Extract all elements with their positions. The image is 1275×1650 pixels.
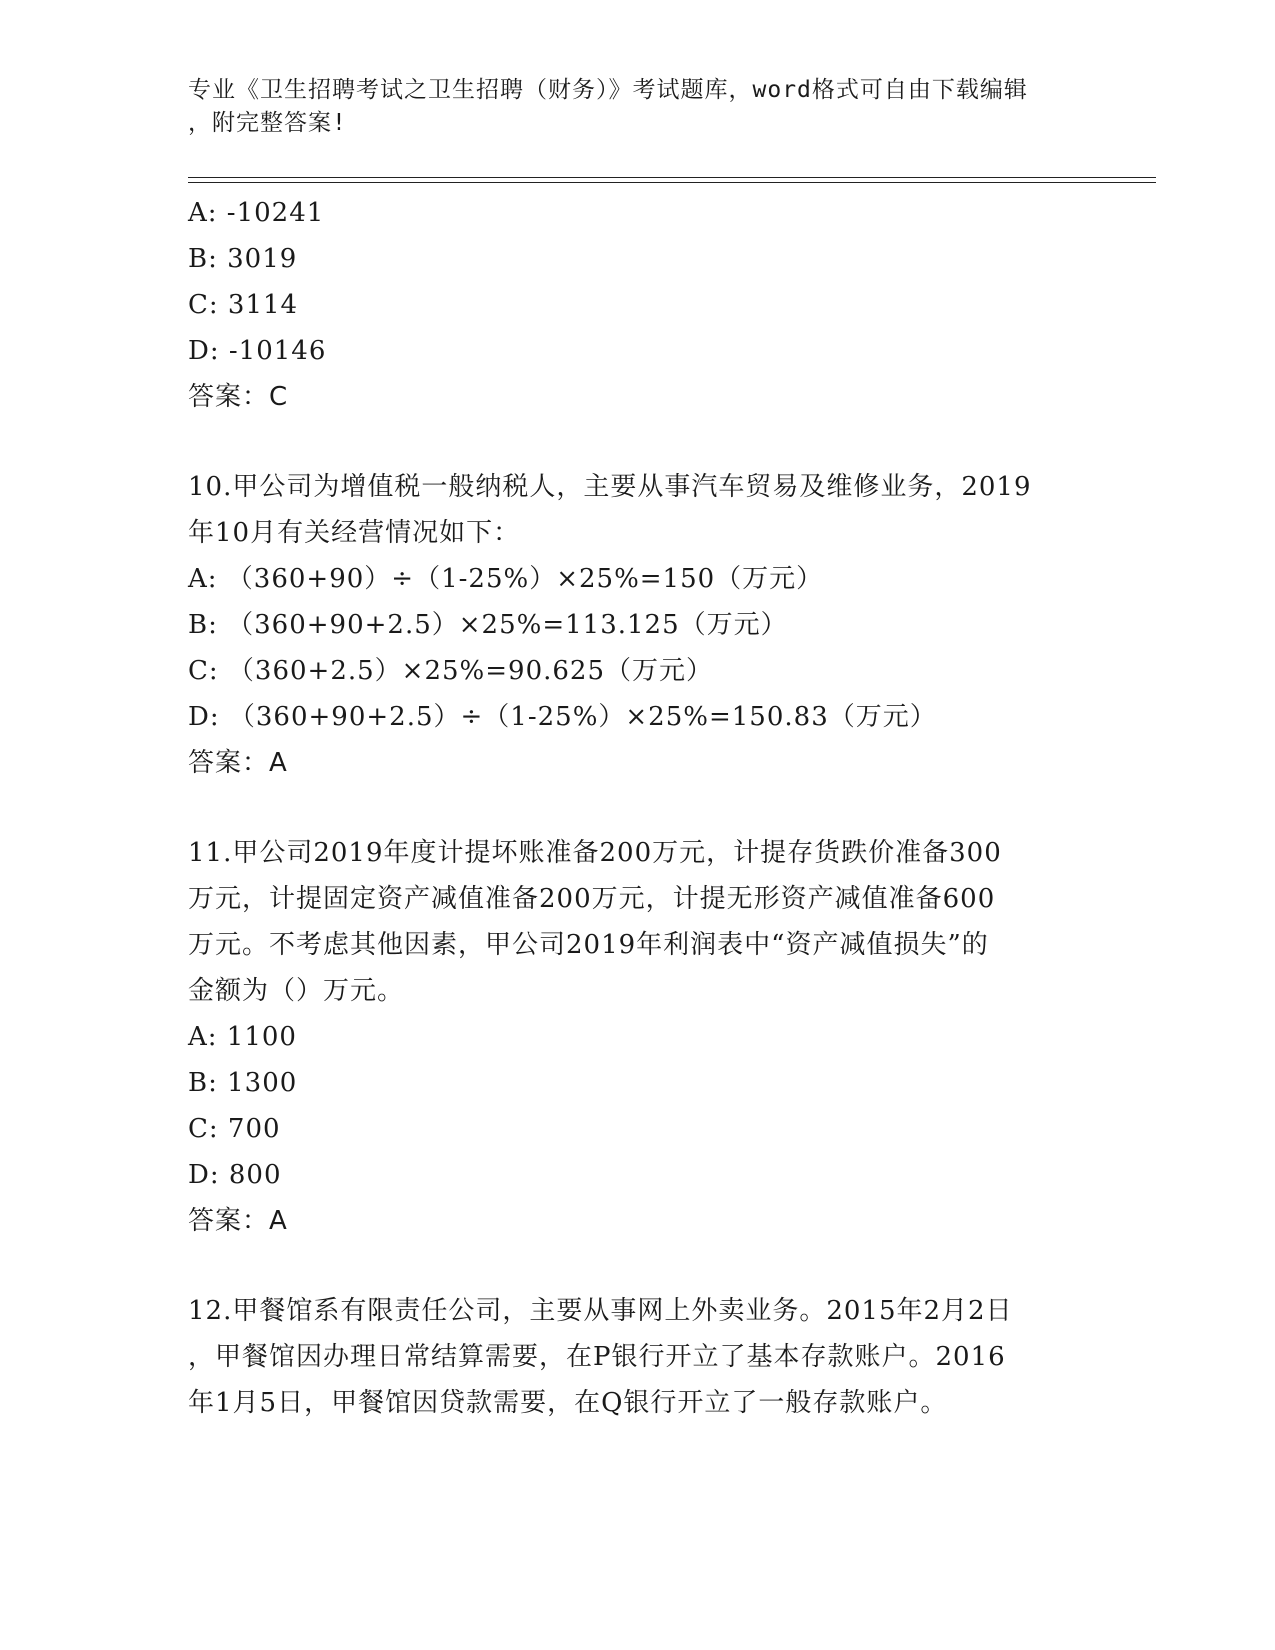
- header-line-1: 专业《卫生招聘考试之卫生招聘（财务）》考试题库，word格式可自由下载编辑: [188, 77, 1028, 103]
- spacer: [188, 1244, 1088, 1288]
- answer-line: 答案：C: [188, 382, 289, 412]
- question-9: [188, 190, 1088, 420]
- question-12: [188, 1288, 1088, 1426]
- question-stem-line: 年1月5日，甲餐馆因贷款需要，在Q银行开立了一般存款账户。: [188, 1388, 948, 1418]
- option-d: D: 800: [188, 1160, 282, 1190]
- option-d: D: -10146: [188, 336, 327, 366]
- question-stem-line: 11.甲公司2019年度计提坏账准备200万元，计提存货跌价准备300: [188, 838, 1002, 868]
- question-stem-line: 12.甲餐馆系有限责任公司，主要从事网上外卖业务。2015年2月2日: [188, 1296, 1013, 1326]
- question-stem-line: 万元，计提固定资产减值准备200万元，计提无形资产减值准备600: [188, 884, 996, 914]
- question-stem-line: 年10月有关经营情况如下：: [188, 518, 521, 548]
- document-header: [188, 74, 1068, 140]
- question-stem-line: 万元。不考虑其他因素，甲公司2019年利润表中“资产减值损失”的: [188, 930, 989, 960]
- question-10: [188, 464, 1088, 786]
- option-a: A: （360+90）÷（1-25%）×25%=150（万元）: [188, 564, 824, 594]
- question-11: [188, 830, 1088, 1244]
- option-c: C: 3114: [188, 290, 299, 320]
- header-divider-bottom: [188, 182, 1156, 183]
- option-a: A: -10241: [188, 198, 325, 228]
- header-divider-top: [188, 177, 1156, 178]
- option-c: C: （360+2.5）×25%=90.625（万元）: [188, 656, 714, 686]
- question-stem-line: 金额为（）万元。: [188, 976, 405, 1006]
- option-d: D: （360+90+2.5）÷（1-25%）×25%=150.83（万元）: [188, 702, 937, 732]
- spacer: [188, 420, 1088, 464]
- spacer: [188, 786, 1088, 830]
- option-c: C: 700: [188, 1114, 281, 1144]
- option-b: B: 1300: [188, 1068, 298, 1098]
- question-stem-line: 10.甲公司为增值税一般纳税人，主要从事汽车贸易及维修业务，2019: [188, 472, 1032, 502]
- header-line-2: ，附完整答案!: [188, 110, 347, 136]
- question-stem-line: ，甲餐馆因办理日常结算需要，在P银行开立了基本存款账户。2016: [188, 1342, 1006, 1372]
- answer-line: 答案：A: [188, 748, 288, 778]
- option-a: A: 1100: [188, 1022, 297, 1052]
- option-b: B: 3019: [188, 244, 298, 274]
- option-b: B: （360+90+2.5）×25%=113.125（万元）: [188, 610, 788, 640]
- answer-line: 答案：A: [188, 1206, 288, 1236]
- question-list: [188, 190, 1088, 1426]
